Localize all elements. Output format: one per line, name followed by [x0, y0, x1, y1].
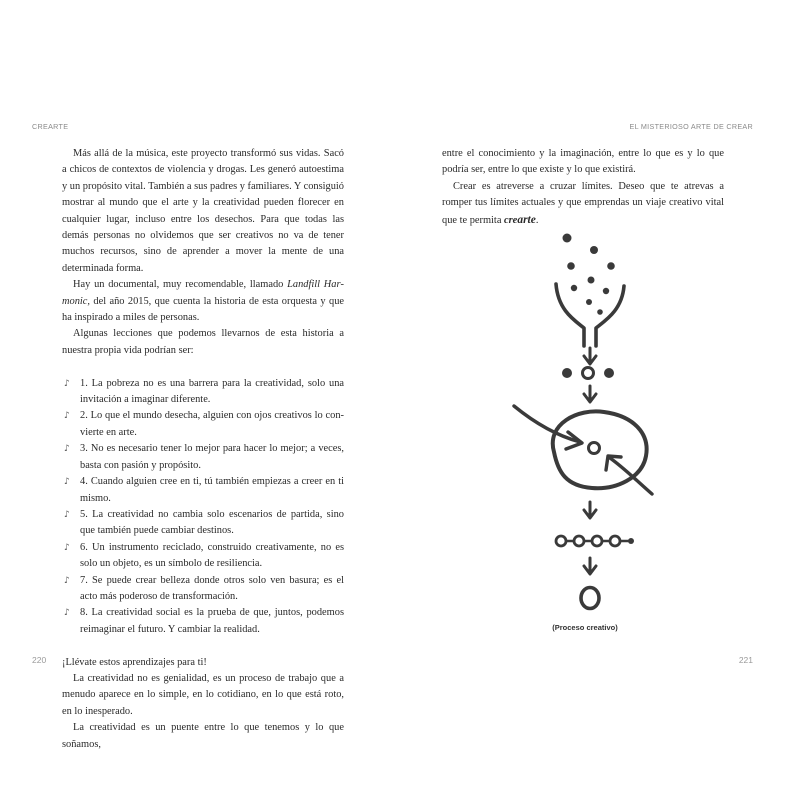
documentary-title: Landfill Harmonic, — [62, 279, 344, 307]
text: del año 2015, que cuenta la historia de esta orquesta y que ha inspirado a miles de personas. — [62, 295, 344, 324]
brand-suffix: arte — [517, 213, 536, 226]
music-note-icon: ♪ — [64, 608, 70, 619]
text: Crear es atreverse a cruzar límites. Deseo que te atrevas a romper tus límites actuales y que emprendas un viaje creativo vital que te permita — [442, 180, 724, 226]
paragraph: entre el conocimiento y la imaginación, entre lo que es y lo que podría ser, entre lo que existe y lo que existirá. — [442, 148, 724, 176]
list-item-text: 5. La creatividad no cambia solo escenarios de partida, sino que también puede cambiar destinos. — [80, 508, 344, 537]
left-text-block — [62, 146, 344, 753]
paragraph: Algunas lecciones que podemos llevarnos de esta historia a nuestra propia vida podrían ser: — [62, 328, 344, 356]
list-item-text: 8. La creatividad social es la prueba de que, juntos, podemos reimaginar el futuro. Y cambiar la realidad. — [80, 607, 344, 635]
music-note-icon: ♪ — [64, 411, 70, 422]
figure-caption: (Proceso creativo) — [552, 623, 618, 632]
right-text-block — [442, 146, 724, 229]
documentary-paragraph — [62, 277, 344, 326]
list-item — [62, 573, 344, 606]
list-item-text: 7. Se puede crear belleza donde otros solo ven basura; es el acto más poderoso de transformación. — [80, 574, 344, 602]
paragraph: La creatividad es un puente entre lo que tenemos y lo que soñamos, — [62, 722, 344, 750]
lessons-list — [62, 376, 344, 639]
creative-process-illustration — [500, 228, 680, 628]
text: . — [535, 214, 539, 226]
text: Hay un documental, muy recomendable, llamado — [73, 279, 288, 291]
right-page-number: 221 — [738, 655, 753, 665]
music-note-icon: ♪ — [64, 575, 70, 586]
list-item-text: 1. La pobreza no es una barrera para la creatividad, solo una invitación a imaginar diferente. — [80, 377, 344, 406]
left-running-head: CREARTE — [32, 122, 69, 131]
music-note-icon: ♪ — [64, 477, 70, 488]
list-item — [62, 507, 344, 540]
list-item — [62, 408, 344, 441]
right-running-head: EL MISTERIOSO ARTE DE CREAR — [629, 122, 753, 131]
list-item-text: 3. No es necesario tener lo mejor para hacer lo mejor; a veces, basta con pasión y propósito. — [80, 443, 344, 471]
list-item-text: 2. Lo que el mundo desecha, alguien con ojos creativos lo convierte en arte. — [80, 410, 344, 438]
music-note-icon: ♪ — [64, 378, 70, 389]
paragraph — [442, 179, 724, 229]
list-item — [62, 540, 344, 573]
list-item — [62, 441, 344, 474]
left-page-number: 220 — [32, 655, 47, 665]
brand-word — [504, 215, 536, 226]
music-note-icon: ♪ — [64, 509, 70, 520]
paragraph: La creatividad no es genialidad, es un proceso de trabajo que a menudo aparece en lo simple, en lo cotidiano, en lo que está roto, en lo inesperado. — [62, 672, 344, 717]
list-item — [62, 474, 344, 507]
brand-prefix: cre — [504, 214, 518, 226]
seed-dots — [563, 234, 615, 315]
list-item — [62, 605, 344, 638]
paragraph: ¡Llévate estos aprendizajes para ti! — [62, 656, 207, 668]
list-item-text: 6. Un instrumento reciclado, construido creativamente, no es solo un objeto, es un símbolo de resiliencia. — [80, 541, 344, 570]
music-note-icon: ♪ — [64, 444, 70, 455]
music-note-icon: ♪ — [64, 542, 70, 553]
list-item — [62, 376, 344, 409]
paragraph: Más allá de la música, este proyecto transformó sus vidas. Sacó a chicos de contextos de violencia y drogas. Les generó autoestima y un propósito vital. También a sus padres y familiares. Y consiguió mostrar al mundo que el arte y la creatividad pueden florecer en cualquier lugar, incluso entre los desechos. Para que todas las demás personas no olvidemos que ser creativos no va de tener muchos recursos, sino de aprender a mover la mente de una determinada forma. — [62, 148, 344, 274]
list-item-text: 4. Cuando alguien cree en ti, tú también empiezas a creer en ti mismo. — [80, 476, 344, 504]
